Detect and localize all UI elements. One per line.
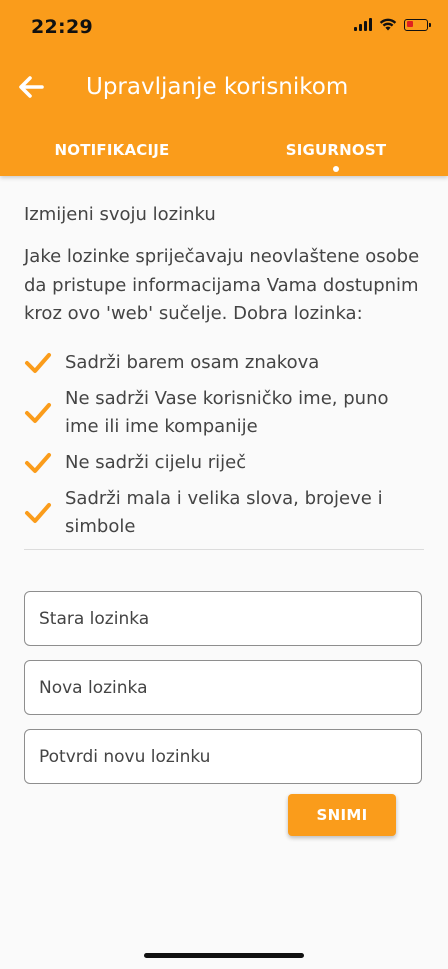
requirement-text: Ne sadrži Vase korisničko ime, puno ime ili ime kompanije <box>65 387 389 437</box>
list-item <box>24 485 424 541</box>
selected-tab-indicator <box>333 166 339 172</box>
tab-sigurnost[interactable] <box>224 130 448 176</box>
confirm-password-input[interactable] <box>25 730 421 783</box>
old-password-input[interactable] <box>25 592 421 645</box>
tab-bar <box>0 130 448 176</box>
status-time: 22:29 <box>31 16 93 38</box>
section-title: Izmijeni svoju lozinku <box>24 204 216 225</box>
save-button[interactable]: SNIMI <box>288 794 396 836</box>
check-icon <box>24 400 52 426</box>
check-icon <box>24 500 52 526</box>
requirement-text: Sadrži mala i velika slova, brojeve i simbole <box>65 487 383 537</box>
list-item <box>24 349 424 377</box>
requirement-text: Sadrži barem osam znakova <box>65 351 320 373</box>
battery-icon <box>404 19 428 31</box>
requirement-text: Ne sadrži cijelu riječ <box>65 451 247 473</box>
home-indicator <box>144 953 304 958</box>
list-item <box>24 385 424 441</box>
divider <box>24 549 424 550</box>
tab-sigurnost-label: SIGURNOST <box>285 141 387 159</box>
new-password-field <box>24 660 422 715</box>
requirements-list <box>24 349 424 541</box>
wifi-icon <box>379 18 397 31</box>
app-header <box>0 0 448 176</box>
main-content <box>24 200 424 550</box>
page-title: Upravljanje korisnikom <box>86 74 349 100</box>
list-item <box>24 449 424 477</box>
arrow-left-icon <box>17 75 45 99</box>
old-password-field <box>24 591 422 646</box>
confirm-password-field <box>24 729 422 784</box>
back-button[interactable] <box>14 70 48 104</box>
tab-notifikacije[interactable]: NOTIFIKACIJE <box>54 141 170 159</box>
new-password-input[interactable] <box>25 661 421 714</box>
check-icon <box>24 450 52 476</box>
cellular-signal-icon <box>354 18 372 31</box>
check-icon <box>24 350 52 376</box>
status-bar <box>0 0 448 54</box>
password-description: Jake lozinke spriječavaju neovlaštene osobe da pristupe informacijama Vama dostupnim kroz ovo 'web' sučelje. Dobra lozinka: <box>24 246 420 324</box>
status-icons <box>354 18 428 31</box>
